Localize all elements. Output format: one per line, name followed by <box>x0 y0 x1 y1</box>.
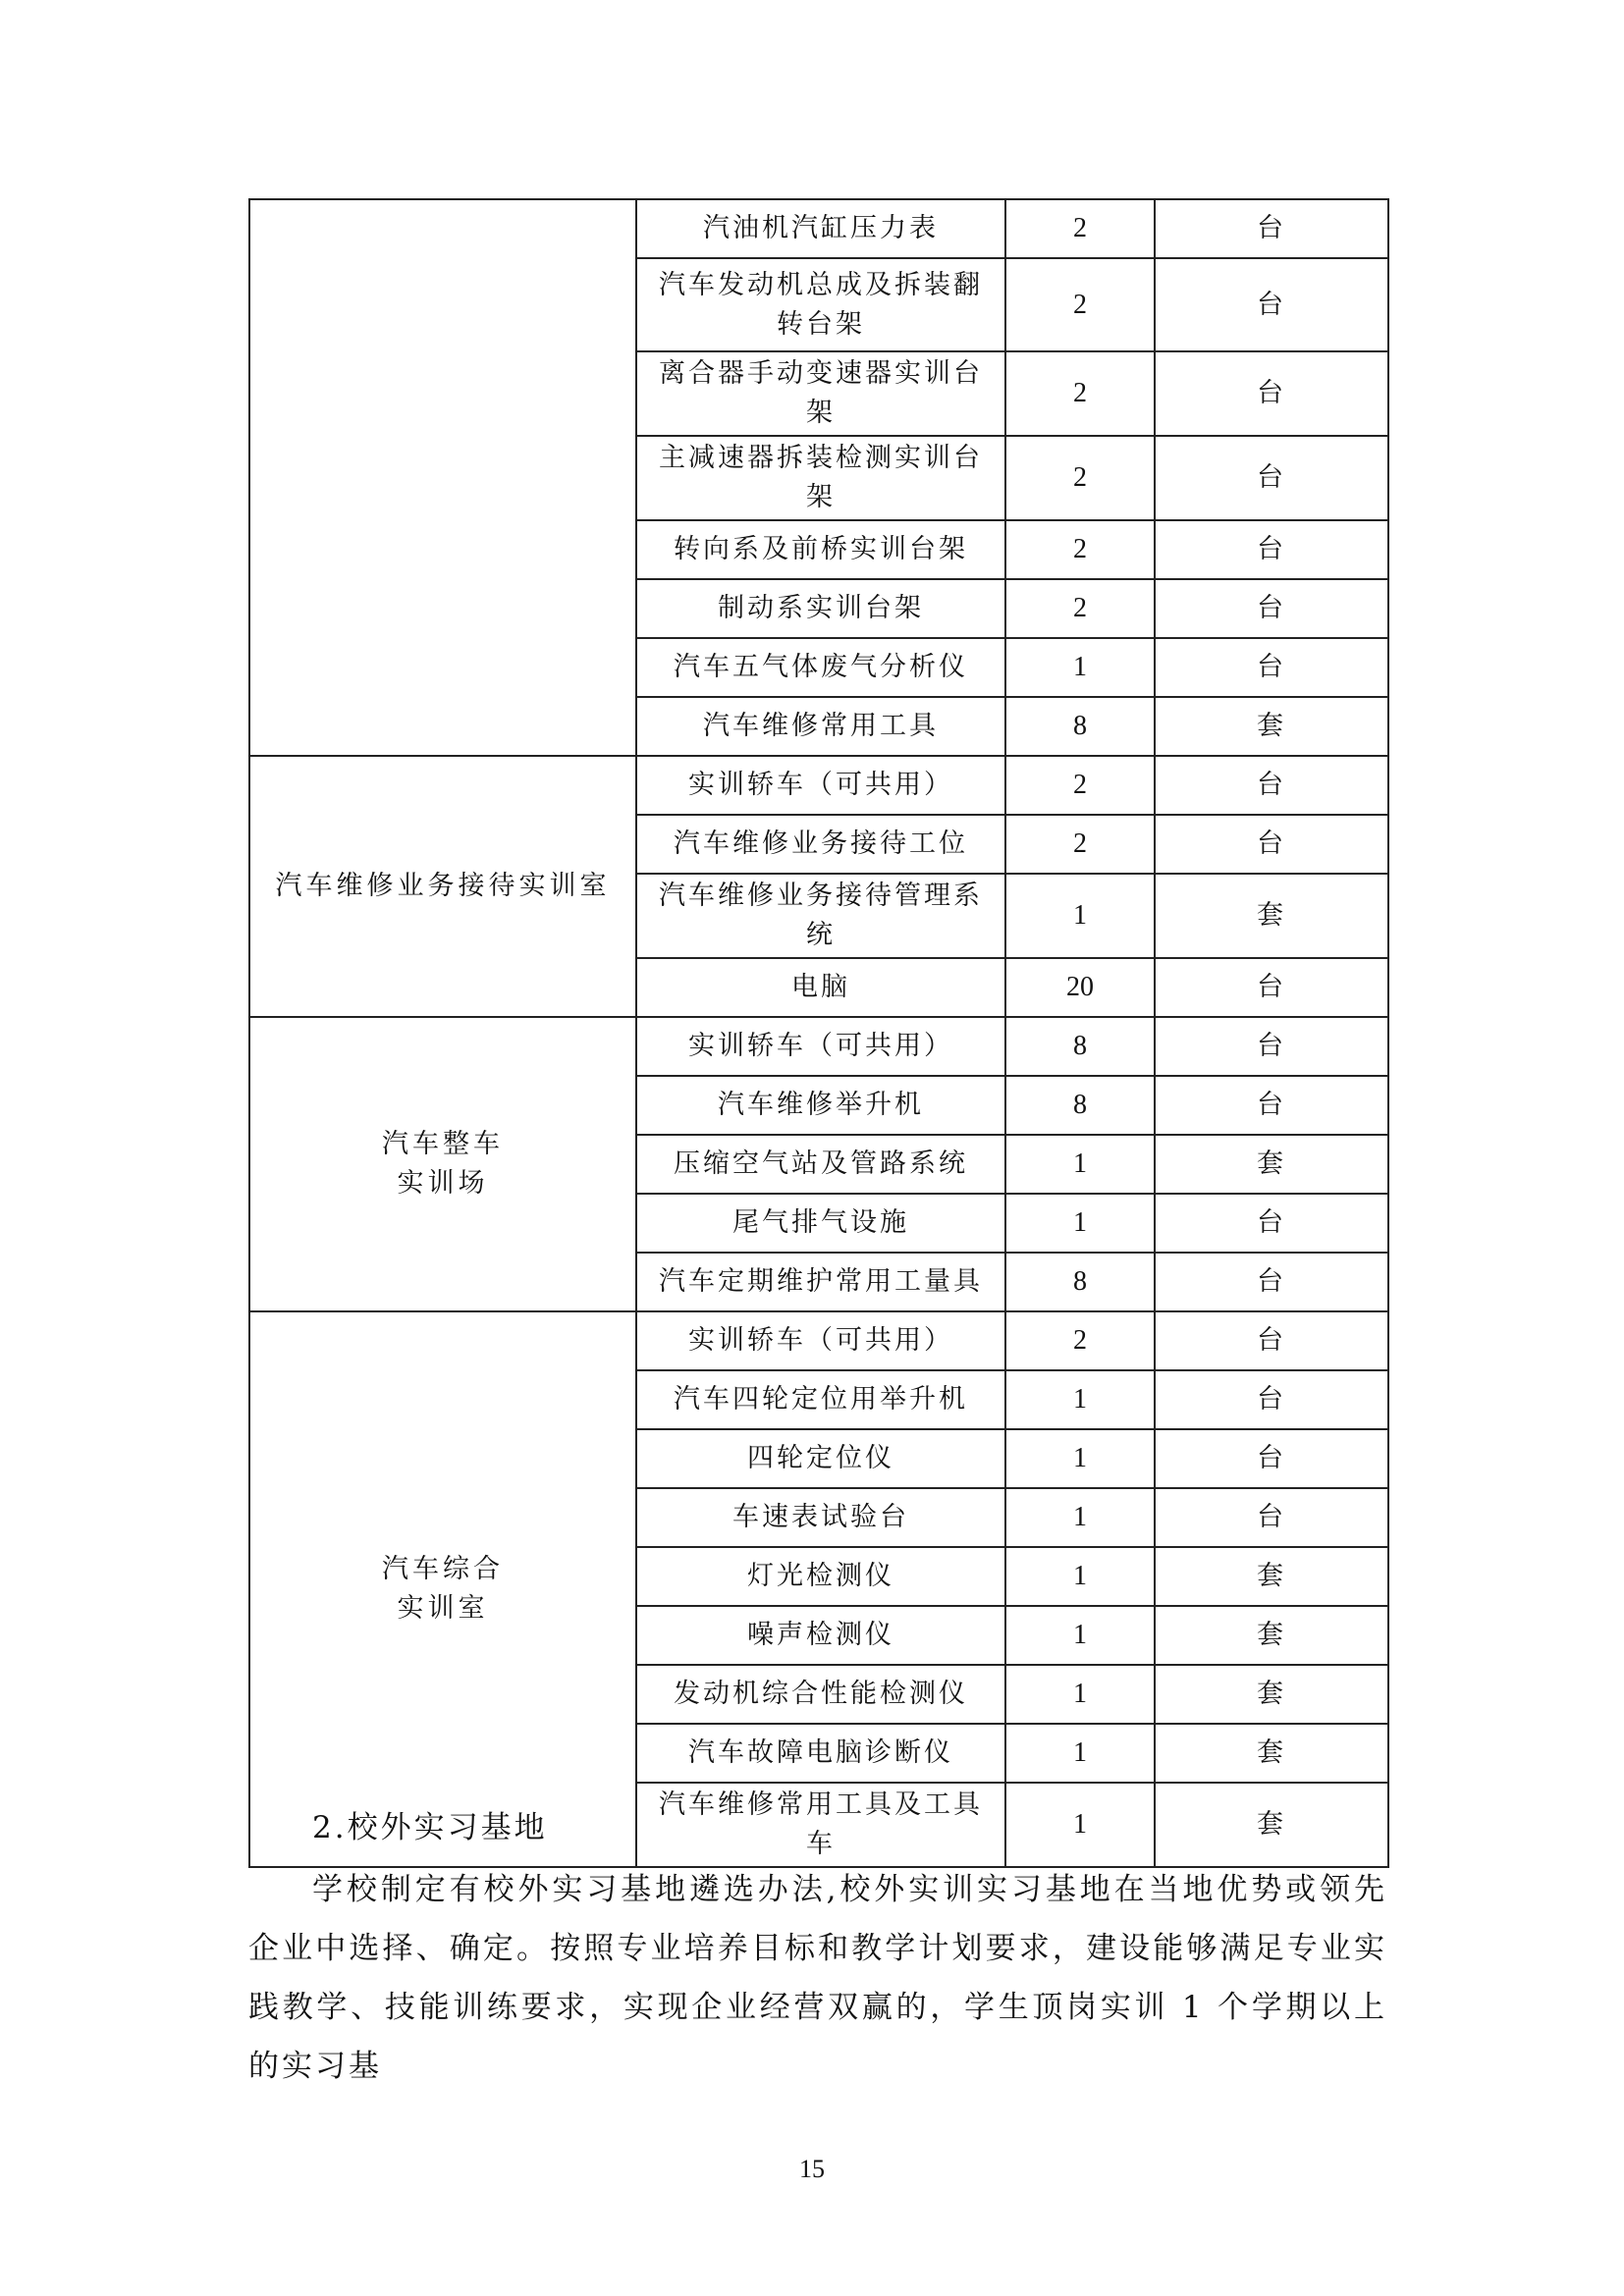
quantity-cell: 2 <box>1005 1311 1155 1370</box>
unit-cell: 套 <box>1155 874 1388 958</box>
unit-cell: 台 <box>1155 258 1388 351</box>
quantity-cell: 2 <box>1005 815 1155 874</box>
quantity-cell: 2 <box>1005 756 1155 815</box>
table-row <box>249 1311 1388 1370</box>
unit-cell: 台 <box>1155 756 1388 815</box>
equipment-name-cell: 汽车维修常用工具及工具车 <box>636 1783 1005 1867</box>
quantity-cell: 1 <box>1005 1194 1155 1253</box>
table-row <box>249 756 1388 815</box>
unit-cell: 台 <box>1155 579 1388 638</box>
equipment-name-cell: 汽油机汽缸压力表 <box>636 199 1005 258</box>
equipment-name-cell: 电脑 <box>636 958 1005 1017</box>
quantity-cell: 1 <box>1005 1429 1155 1488</box>
room-name-cell <box>249 199 636 756</box>
unit-cell: 套 <box>1155 1783 1388 1867</box>
quantity-cell: 8 <box>1005 1076 1155 1135</box>
unit-cell: 套 <box>1155 1135 1388 1194</box>
unit-cell: 台 <box>1155 199 1388 258</box>
equipment-name-cell: 实训轿车（可共用） <box>636 1017 1005 1076</box>
equipment-name-cell: 尾气排气设施 <box>636 1194 1005 1253</box>
unit-cell: 套 <box>1155 1724 1388 1783</box>
unit-cell: 台 <box>1155 1076 1388 1135</box>
equipment-name-cell: 发动机综合性能检测仪 <box>636 1665 1005 1724</box>
unit-cell: 台 <box>1155 520 1388 579</box>
room-name-line: 实训场 <box>397 1168 489 1199</box>
room-name-line: 汽车综合 <box>382 1554 504 1584</box>
equipment-name-cell: 四轮定位仪 <box>636 1429 1005 1488</box>
equipment-name-cell: 转向系及前桥实训台架 <box>636 520 1005 579</box>
quantity-cell: 8 <box>1005 1253 1155 1311</box>
equipment-name-cell: 汽车定期维护常用工量具 <box>636 1253 1005 1311</box>
unit-cell: 台 <box>1155 1253 1388 1311</box>
table-row <box>249 199 1388 258</box>
equipment-name-cell: 汽车四轮定位用举升机 <box>636 1370 1005 1429</box>
unit-cell: 套 <box>1155 697 1388 756</box>
room-name-line: 实训室 <box>397 1593 489 1624</box>
quantity-cell: 20 <box>1005 958 1155 1017</box>
quantity-cell: 2 <box>1005 436 1155 520</box>
section-heading: 2.校外实习基地 <box>312 1810 548 1845</box>
equipment-name-cell: 汽车发动机总成及拆装翻转台架 <box>636 258 1005 351</box>
quantity-cell: 2 <box>1005 199 1155 258</box>
equipment-name-cell: 灯光检测仪 <box>636 1547 1005 1606</box>
equipment-name-cell: 离合器手动变速器实训台架 <box>636 351 1005 436</box>
quantity-cell: 1 <box>1005 1606 1155 1665</box>
unit-cell: 台 <box>1155 638 1388 697</box>
quantity-cell: 1 <box>1005 1783 1155 1867</box>
unit-cell: 套 <box>1155 1665 1388 1724</box>
quantity-cell: 2 <box>1005 351 1155 436</box>
unit-cell: 套 <box>1155 1547 1388 1606</box>
equipment-name-cell: 车速表试验台 <box>636 1488 1005 1547</box>
unit-cell: 套 <box>1155 1606 1388 1665</box>
page-number: 15 <box>799 2155 825 2183</box>
equipment-name-cell: 汽车维修业务接待工位 <box>636 815 1005 874</box>
equipment-name-cell: 实训轿车（可共用） <box>636 756 1005 815</box>
body-paragraph: 学校制定有校外实习基地遴选办法,校外实训实习基地在当地优势或领先企业中选择、确定。按照专业培养目标和教学计划要求，建设能够满足专业实践教学、技能训练要求，实现企业经营双赢的，学生顶岗实训 1 个学期以上的实习基 <box>248 1872 1387 2084</box>
quantity-cell: 2 <box>1005 520 1155 579</box>
equipment-name-cell: 实训轿车（可共用） <box>636 1311 1005 1370</box>
equipment-name-cell: 主减速器拆装检测实训台架 <box>636 436 1005 520</box>
quantity-cell: 1 <box>1005 1665 1155 1724</box>
equipment-name-cell: 汽车维修业务接待管理系统 <box>636 874 1005 958</box>
room-name-cell <box>249 1311 636 1867</box>
quantity-cell: 1 <box>1005 1724 1155 1783</box>
quantity-cell: 1 <box>1005 638 1155 697</box>
unit-cell: 台 <box>1155 436 1388 520</box>
quantity-cell: 1 <box>1005 874 1155 958</box>
room-name-line: 汽车整车 <box>382 1129 504 1159</box>
unit-cell: 台 <box>1155 1311 1388 1370</box>
quantity-cell: 8 <box>1005 1017 1155 1076</box>
unit-cell: 台 <box>1155 1017 1388 1076</box>
quantity-cell: 2 <box>1005 258 1155 351</box>
quantity-cell: 1 <box>1005 1488 1155 1547</box>
quantity-cell: 1 <box>1005 1370 1155 1429</box>
room-name-cell: 汽车维修业务接待实训室 <box>249 756 636 1017</box>
equipment-name-cell: 汽车维修举升机 <box>636 1076 1005 1135</box>
quantity-cell: 1 <box>1005 1547 1155 1606</box>
table-row <box>249 1017 1388 1076</box>
unit-cell: 台 <box>1155 958 1388 1017</box>
unit-cell: 台 <box>1155 1429 1388 1488</box>
quantity-cell: 1 <box>1005 1135 1155 1194</box>
equipment-name-cell: 汽车故障电脑诊断仪 <box>636 1724 1005 1783</box>
quantity-cell: 8 <box>1005 697 1155 756</box>
unit-cell: 台 <box>1155 1194 1388 1253</box>
equipment-name-cell: 噪声检测仪 <box>636 1606 1005 1665</box>
equipment-name-cell: 汽车五气体废气分析仪 <box>636 638 1005 697</box>
unit-cell: 台 <box>1155 1488 1388 1547</box>
room-name-cell <box>249 1017 636 1311</box>
equipment-name-cell: 压缩空气站及管路系统 <box>636 1135 1005 1194</box>
unit-cell: 台 <box>1155 351 1388 436</box>
unit-cell: 台 <box>1155 1370 1388 1429</box>
equipment-name-cell: 制动系实训台架 <box>636 579 1005 638</box>
equipment-name-cell: 汽车维修常用工具 <box>636 697 1005 756</box>
unit-cell: 台 <box>1155 815 1388 874</box>
equipment-table <box>248 198 1389 1868</box>
quantity-cell: 2 <box>1005 579 1155 638</box>
